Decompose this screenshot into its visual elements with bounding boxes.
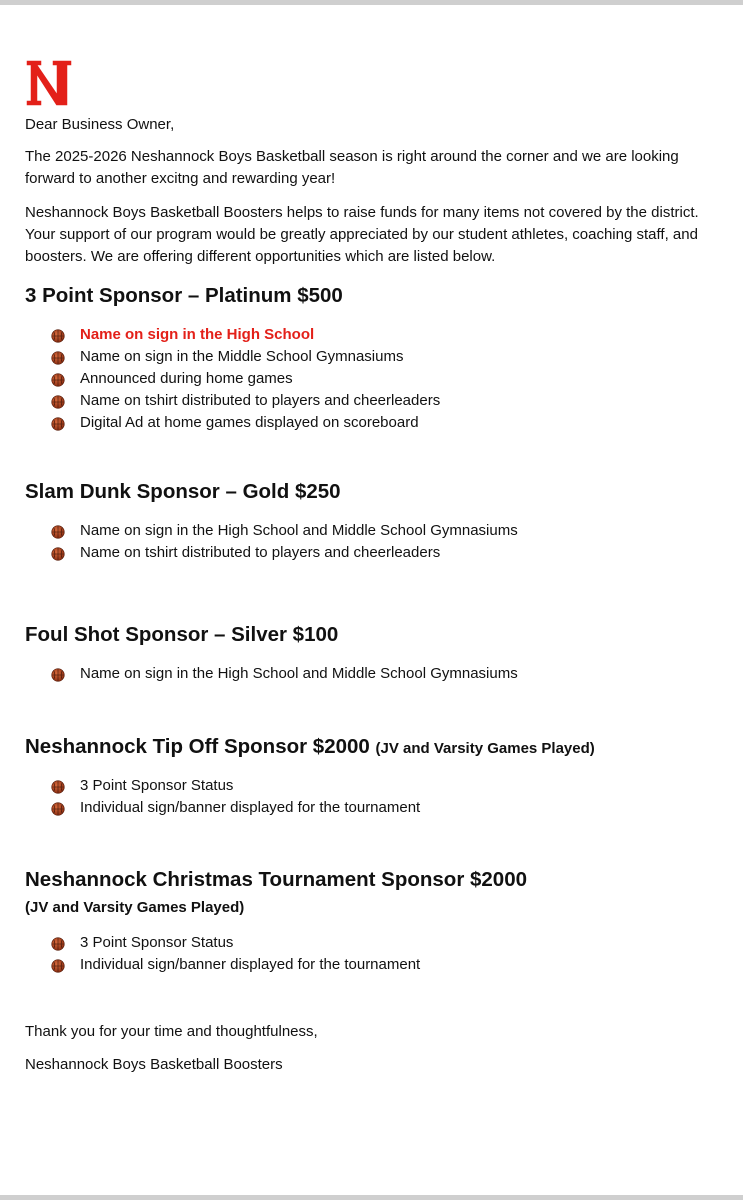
list-item: Name on sign in the High School and Middle School Gymnasiums xyxy=(51,663,518,685)
nebraska-n-logo-icon xyxy=(25,58,75,108)
signature: Neshannock Boys Basketball Boosters xyxy=(25,1056,283,1073)
basketball-icon xyxy=(51,350,65,364)
basketball-icon xyxy=(51,372,65,386)
top-border xyxy=(0,0,743,5)
support-paragraph: Neshannock Boys Basketball Boosters helps to raise funds for many items not covered by the district. Your support of our program would be greatly appreciated by our student athletes, coaching staff, and boosters. We are offering different opportunities which are listed below. xyxy=(25,204,699,265)
basketball-icon xyxy=(51,328,65,342)
basketball-icon xyxy=(51,546,65,560)
list-item: Name on tshirt distributed to players and cheerleaders xyxy=(51,390,440,412)
list-item: Digital Ad at home games displayed on scoreboard xyxy=(51,412,440,434)
greeting: Dear Business Owner, xyxy=(25,116,175,133)
sponsor-heading-silver: Foul Shot Sponsor – Silver $100 xyxy=(25,623,339,646)
sponsor-heading-platinum: 3 Point Sponsor – Platinum $500 xyxy=(25,284,343,307)
intro-paragraph: The 2025-2026 Neshannock Boys Basketball season is right around the corner and we are looking forward to another excitng and rewarding year! xyxy=(25,148,679,187)
list-item: 3 Point Sponsor Status xyxy=(51,932,420,954)
list-item: 3 Point Sponsor Status xyxy=(51,775,420,797)
sponsor-heading-gold: Slam Dunk Sponsor – Gold $250 xyxy=(25,480,341,503)
closing-thanks: Thank you for your time and thoughtfulness, xyxy=(25,1023,318,1040)
basketball-icon xyxy=(51,958,65,972)
bottom-border xyxy=(0,1195,743,1200)
list-item: Individual sign/banner displayed for the tournament xyxy=(51,797,420,819)
list-item: Individual sign/banner displayed for the tournament xyxy=(51,954,420,976)
basketball-icon xyxy=(51,416,65,430)
sponsor-heading-tip-off: Neshannock Tip Off Sponsor $2000 (JV and Varsity Games Played) xyxy=(25,735,595,758)
basketball-icon xyxy=(51,667,65,681)
list-item: Announced during home games xyxy=(51,368,440,390)
basketball-icon xyxy=(51,524,65,538)
sponsor-note-christmas: (JV and Varsity Games Played) xyxy=(25,899,245,916)
sponsor-list-gold xyxy=(51,520,518,564)
basketball-icon xyxy=(51,936,65,950)
sponsor-list-silver xyxy=(51,663,518,685)
basketball-icon xyxy=(51,801,65,815)
sponsor-heading-christmas: Neshannock Christmas Tournament Sponsor $2000 xyxy=(25,868,528,891)
list-item: Name on tshirt distributed to players and cheerleaders xyxy=(51,542,518,564)
sponsor-list-christmas xyxy=(51,932,420,976)
list-item: Name on sign in the High School and Middle School Gymnasiums xyxy=(51,520,518,542)
list-item: Name on sign in the High School xyxy=(51,324,440,346)
basketball-icon xyxy=(51,779,65,793)
list-item: Name on sign in the Middle School Gymnasiums xyxy=(51,346,440,368)
sponsor-list-platinum xyxy=(51,324,440,434)
basketball-icon xyxy=(51,394,65,408)
sponsor-list-tip-off xyxy=(51,775,420,819)
